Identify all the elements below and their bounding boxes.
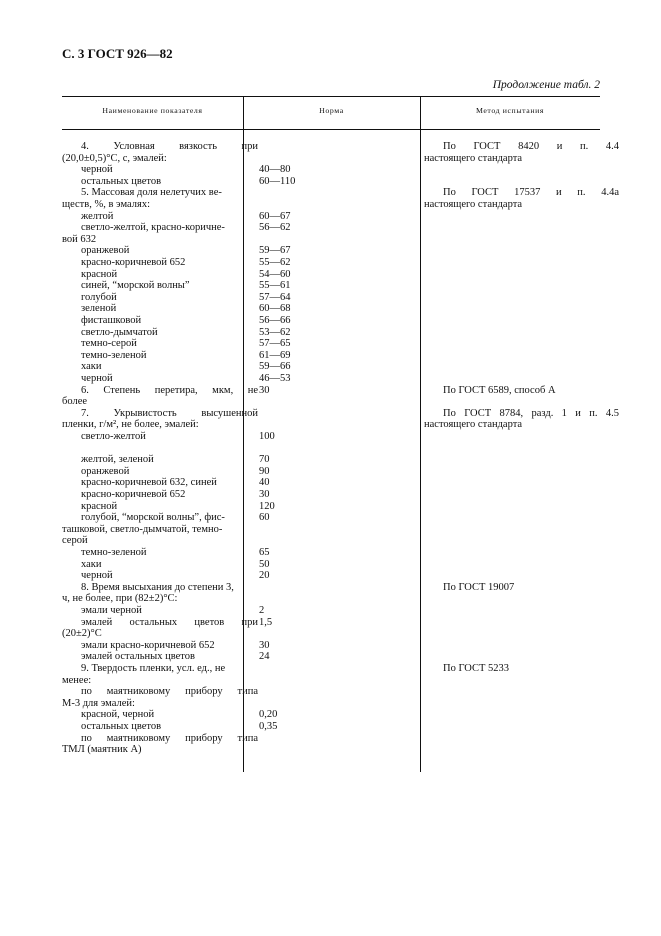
- norm-cell: 57—65: [259, 338, 291, 350]
- norm-cell: 46—53: [259, 373, 291, 384]
- indicator-cell: красно-коричневой 652: [81, 257, 186, 268]
- table-header-rule: [62, 129, 600, 130]
- method-cell: По ГОСТ 6589, способ А: [443, 384, 556, 396]
- norm-cell: 54—60: [259, 268, 291, 280]
- norm-cell: 100: [259, 431, 275, 442]
- indicator-cell: хаки: [81, 558, 102, 570]
- indicator-cell: остальных цветов: [81, 721, 162, 732]
- indicator-cell: ч, не более, при (82±2)°С:: [62, 593, 178, 605]
- indicator-cell: черной: [81, 373, 113, 384]
- norm-cell: 60—67: [259, 210, 291, 222]
- indicator-cell: красно-коричневой 632, синей: [81, 477, 217, 489]
- norm-cell: 30: [259, 489, 270, 500]
- norm-cell: 60—110: [259, 175, 296, 187]
- norm-cell: 60—68: [259, 303, 291, 315]
- norm-cell: 30: [259, 384, 270, 396]
- indicator-cell: светло-желтой: [81, 431, 146, 442]
- norm-cell: 20: [259, 570, 270, 582]
- indicator-cell: 4. Условная вязкость при: [81, 141, 258, 152]
- indicator-cell: оранжевой: [81, 465, 130, 477]
- indicator-cell: светло-дымчатой: [81, 326, 158, 338]
- indicator-cell: красной: [81, 268, 118, 280]
- indicator-cell: 7. Укрывистость высушенной: [81, 407, 258, 419]
- method-cell: настоящего стандарта: [424, 199, 523, 210]
- norm-cell: 61—69: [259, 349, 291, 361]
- method-cell: По ГОСТ 17537 и п. 4.4а: [443, 187, 619, 199]
- table-continuation-label: Продолжение табл. 2: [492, 79, 600, 91]
- norm-cell: 40: [259, 477, 270, 489]
- indicator-cell: черной: [81, 570, 113, 582]
- indicator-cell: фисташковой: [81, 315, 142, 326]
- indicator-cell: 6. Степень перетира, мкм, не: [81, 384, 258, 396]
- indicator-cell: синей, “морской волны”: [81, 280, 190, 292]
- table-top-rule: [62, 96, 600, 97]
- indicator-cell: темно-зеленой: [81, 547, 147, 558]
- indicator-cell: по маятниковому прибору типа: [81, 732, 258, 744]
- method-cell: По ГОСТ 19007: [443, 581, 515, 593]
- indicator-cell: темно-зеленой: [81, 349, 147, 361]
- indicator-cell: желтой, зеленой: [81, 454, 154, 466]
- norm-cell: 55—61: [259, 280, 291, 292]
- method-cell: По ГОСТ 8420 и п. 4.4: [443, 141, 619, 152]
- indicator-cell: ташковой, светло-дымчатой, темно-: [62, 523, 223, 535]
- norm-cell: 1,5: [259, 616, 273, 628]
- indicator-cell: пленки, г/м², не более, эмалей:: [62, 419, 199, 431]
- norm-cell: 24: [259, 651, 270, 663]
- page-header: С. 3 ГОСТ 926—82: [62, 46, 173, 61]
- norm-cell: 60: [259, 512, 270, 524]
- indicator-cell: эмали черной: [81, 605, 142, 616]
- indicator-cell: хаки: [81, 361, 102, 373]
- norm-cell: 90: [259, 465, 270, 477]
- norm-cell: 56—66: [259, 315, 291, 326]
- indicator-cell: голубой: [81, 291, 117, 303]
- indicator-cell: 5. Массовая доля нелетучих ве-: [81, 187, 222, 199]
- norm-cell: 65: [259, 547, 270, 558]
- indicator-cell: остальных цветов: [81, 175, 162, 187]
- indicator-cell: желтой: [81, 210, 114, 222]
- indicator-cell: 9. Твердость пленки, усл. ед., не: [81, 663, 226, 674]
- column-header-indicator: Наименование показателя: [102, 106, 203, 115]
- norm-cell: 53—62: [259, 326, 291, 338]
- indicator-cell: эмалей остальных цветов: [81, 651, 195, 663]
- column-divider-2: [420, 96, 421, 772]
- indicator-cell: (20±2)°С: [62, 628, 102, 640]
- norm-cell: 40—80: [259, 164, 291, 176]
- norm-cell: 55—62: [259, 257, 291, 268]
- norm-cell: 2: [259, 605, 265, 616]
- indicator-cell: зеленой: [81, 303, 117, 315]
- indicator-cell: черной: [81, 164, 113, 176]
- indicator-cell: голубой, “морской волны”, фис-: [81, 512, 225, 524]
- norm-cell: 70: [259, 454, 270, 466]
- norm-cell: 56—62: [259, 222, 291, 234]
- indicator-cell: 8. Время высыхания до степени 3,: [81, 581, 234, 593]
- column-header-norm: Норма: [319, 106, 344, 115]
- method-cell: настоящего стандарта: [424, 152, 523, 164]
- method-cell: По ГОСТ 5233: [443, 663, 510, 674]
- indicator-cell: (20,0±0,5)°С, с, эмалей:: [62, 152, 167, 164]
- norm-cell: 120: [259, 500, 275, 512]
- indicator-cell: менее:: [62, 674, 92, 686]
- method-cell: настоящего стандарта: [424, 419, 523, 431]
- norm-cell: 0,20: [259, 709, 278, 721]
- norm-cell: 59—67: [259, 245, 291, 257]
- method-cell: По ГОСТ 8784, разд. 1 и п. 4.5: [443, 407, 619, 419]
- indicator-cell: красной, черной: [81, 709, 155, 721]
- norm-cell: 30: [259, 639, 270, 651]
- norm-cell: 0,35: [259, 721, 278, 732]
- indicator-cell: М-3 для эмалей:: [62, 697, 135, 709]
- indicator-cell: серой: [62, 535, 88, 547]
- indicator-cell: красно-коричневой 652: [81, 489, 186, 500]
- indicator-cell: ществ, %, в эмалях:: [62, 199, 151, 210]
- norm-cell: 59—66: [259, 361, 291, 373]
- indicator-cell: вой 632: [62, 233, 97, 245]
- indicator-cell: светло-желтой, красно-коричне-: [81, 222, 225, 234]
- indicator-cell: ТМЛ (маятник А): [62, 744, 142, 756]
- indicator-cell: темно-серой: [81, 338, 137, 350]
- indicator-cell: эмали красно-коричневой 652: [81, 639, 215, 651]
- indicator-cell: эмалей остальных цветов при: [81, 616, 258, 628]
- column-header-method: Метод испытания: [475, 106, 545, 115]
- norm-cell: 57—64: [259, 291, 291, 303]
- norm-cell: 50: [259, 558, 270, 570]
- indicator-cell: красной: [81, 500, 118, 512]
- indicator-cell: оранжевой: [81, 245, 130, 257]
- indicator-cell: по маятниковому прибору типа: [81, 686, 258, 698]
- indicator-cell: более: [62, 396, 88, 408]
